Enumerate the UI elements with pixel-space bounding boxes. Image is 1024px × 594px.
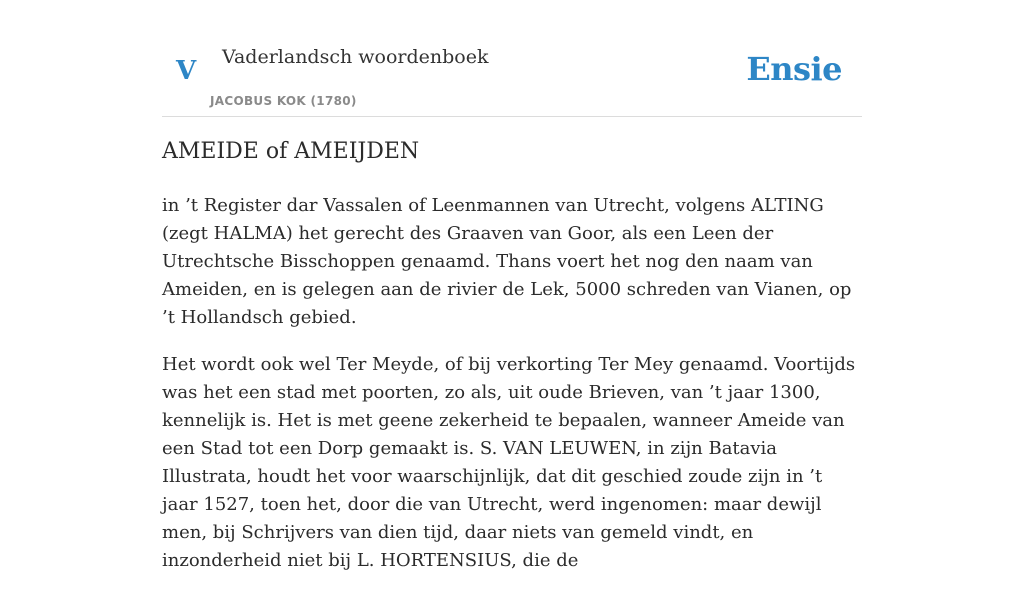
book-title-link[interactable]: Vaderlandsch woordenboek xyxy=(222,46,489,68)
site-header xyxy=(162,36,862,117)
book-letter-icon[interactable]: V xyxy=(176,56,197,86)
book-author: JACOBUS KOK (1780) xyxy=(210,94,357,108)
entry-paragraph: Het wordt ook wel Ter Meyde, of bij verkorting Ter Mey genaamd. Voortijds was het een stad met poorten, zo als, uit oude Brieven, van ’t jaar 1300, kennelijk is. Het is met geene zekerheid te bepaalen, wanneer Ameide van een Stad tot een Dorp gemaakt is. S. VAN LEUWEN, in zijn Batavia Illustrata, houdt het voor waarschijnlijk, dat dit geschied zoude zijn in ’t jaar 1527, toen het, door die van Utrecht, werd ingenomen: maar dewijl men, bij Schrijvers van dien tijd, daar niets van gemeld vindt, en inzonderheid niet bij L. HORTENSIUS, die de xyxy=(162,354,856,571)
brand-logo[interactable]: Ensie xyxy=(746,50,842,88)
entry-title: AMEIDE of AMEIJDEN xyxy=(162,139,420,164)
entry-paragraph: in ’t Register dar Vassalen of Leenmannen van Utrecht, volgens ALTING (zegt HALMA) het gerecht des Graaven van Goor, als een Leen der Utrechtsche Bisschoppen genaamd. Thans voert het nog den naam van Ameiden, en is gelegen aan de rivier de Lek, 5000 schreden van Vianen, op ’t Hollandsch gebied. xyxy=(162,195,852,328)
entry-body xyxy=(162,192,862,594)
